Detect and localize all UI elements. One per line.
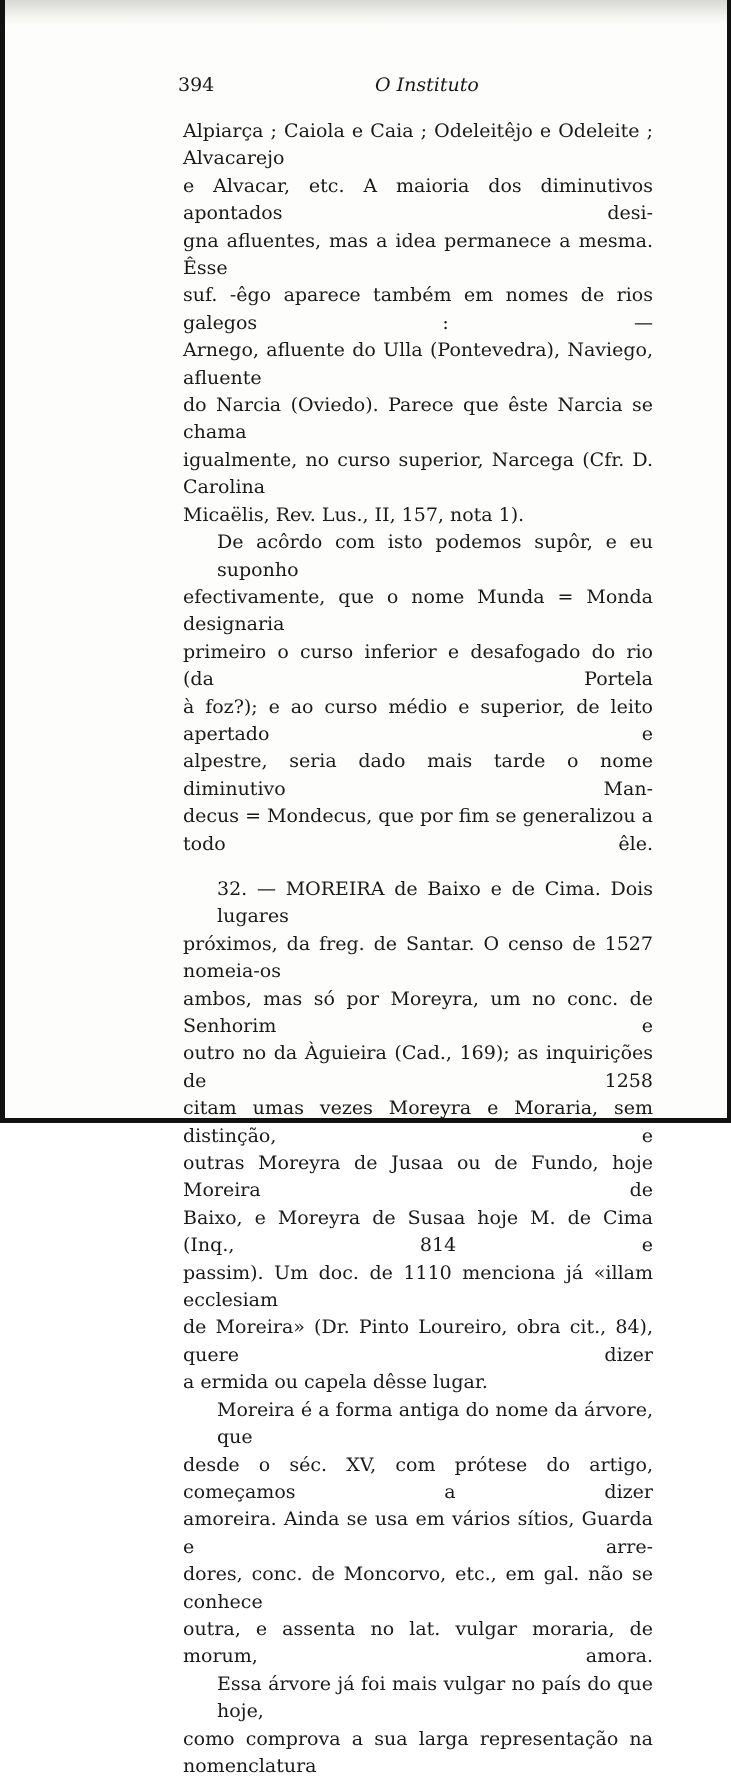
text-line: alpestre, seria dado mais tarde o nome diminutivo Man- (183, 750, 653, 800)
text-line: outras Moreyra de Jusaa ou de Fundo, hoje Moreira de (183, 1152, 653, 1202)
scan-edge-shadow (5, 0, 727, 26)
text-line: do Narcia (Oviedo). Parece que êste Narcia se chama (183, 394, 653, 444)
text-line: próximos, da freg. de Santar. O censo de 1527 nomeia-os (183, 932, 653, 983)
text-line: Baixo, e Moreyra de Susaa hoje M. de Cima (Inq., 814 e (183, 1206, 653, 1257)
text-line: Essa árvore já foi mais vulgar no país do que hoje, (217, 1672, 653, 1723)
page-header (178, 74, 658, 104)
text-line: à foz?); e ao curso médio e superior, de leito apertado e (183, 695, 653, 745)
text-line: amoreira. Ainda se usa em vários sítios, Guarda e arre- (183, 1508, 653, 1558)
text-line: outra, e assenta no lat. vulgar moraria, de morum, amora. (183, 1617, 653, 1668)
running-title: O Instituto (375, 74, 479, 96)
text-line: gna afluentes, mas a idea permanece a mesma. Êsse (183, 229, 653, 280)
text-line: suf. -êgo aparece também em nomes de rios galegos : — (183, 284, 653, 334)
text-line: outro no da Àguieira (Cad., 169); as inquirições de 1258 (183, 1042, 653, 1092)
page-number: 394 (178, 74, 215, 96)
text-line: Arnego, afluente do Ulla (Pontevedra), Naviego, afluente (183, 339, 653, 389)
text-line: Moreira é a forma antiga do nome da árvore, que (217, 1398, 653, 1449)
text-line: dores, conc. de Moncorvo, etc., em gal. não se conhece (183, 1563, 653, 1613)
text-line: citam umas vezes Moreyra e Moraria, sem distinção, e (183, 1097, 653, 1147)
text-line: decus = Mondecus, que por fim se generalizou a todo êle. (183, 805, 653, 855)
text-line: De acôrdo com isto podemos supôr, e eu suponho (217, 531, 653, 581)
text-line: passim). Um doc. de 1110 menciona já «illam ecclesiam (183, 1261, 653, 1312)
text-line: como comprova a sua larga representação na nomenclatura (183, 1727, 653, 1777)
text-line: de Moreira» (Dr. Pinto Loureiro, obra cit., 84), quere dizer (183, 1316, 653, 1366)
text-line: efectivamente, que o nome Munda = Monda designaria (183, 585, 653, 636)
text-line: Micaëlis, Rev. Lus., II, 157, nota 1). (183, 503, 525, 526)
text-line: ambos, mas só por Moreyra, um no conc. de Senhorim e (183, 987, 653, 1037)
text-line: a ermida ou capela dêsse lugar. (183, 1371, 488, 1394)
text-line: desde o séc. XV, com prótese do artigo, começamos a dizer (183, 1453, 653, 1503)
text-line: Alpiarça ; Caiola e Caia ; Odeleitêjo e Odeleite ; Alvacarejo (183, 120, 653, 170)
body-text (183, 118, 653, 1780)
section-gap (183, 858, 653, 876)
text-line: 32. — MOREIRA de Baixo e de Cima. Dois lugares (217, 877, 653, 928)
text-line: e Alvacar, etc. A maioria dos diminutivos apontados desi- (183, 174, 653, 225)
text-line: primeiro o curso inferior e desafogado do rio (da Portela (183, 640, 653, 691)
text-line: igualmente, no curso superior, Narcega (Cfr. D. Carolina (183, 448, 653, 499)
